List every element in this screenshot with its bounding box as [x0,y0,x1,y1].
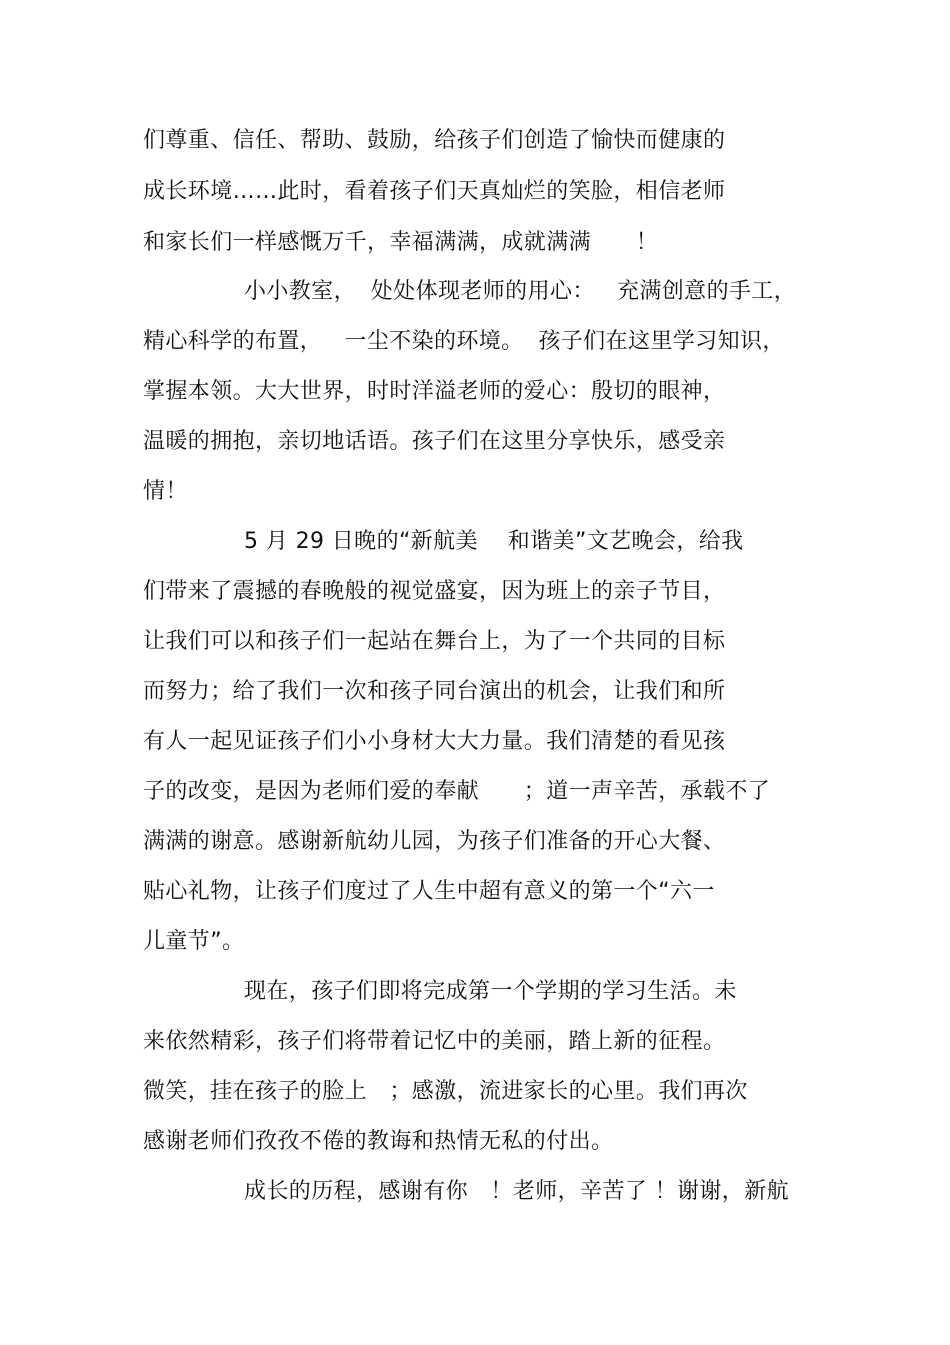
text-line: 而努力；给了我们一次和孩子同台演出的机会，让我们和所 [143,679,726,704]
paragraph-start-line: 现在，孩子们即将完成第一个学期的学习生活。未 [244,979,737,1004]
text-line: 有人一起见证孩子们小小身材大大力量。我们清楚的看见孩 [143,729,726,754]
text-line: 精心科学的布置， 一尘不染的环境。 孩子们在这里学习知识， [143,329,785,354]
paragraph-start-line: 5 月 29 日晚的“新航美 和谐美”文艺晚会，给我 [244,529,744,554]
text-line: 们带来了震撼的春晚般的视觉盛宴，因为班上的亲子节目， [143,579,726,604]
text-line: 子的改变，是因为老师们爱的奉献 ；道一声辛苦，承载不了 [143,779,771,804]
text-line: 让我们可以和孩子们一起站在舞台上，为了一个共同的目标 [143,629,726,654]
paragraph-start-line: 成长的历程，感谢有你 ！老师，辛苦了 ！谢谢，新航 [244,1179,789,1204]
text-line: 来依然精彩，孩子们将带着记忆中的美丽，踏上新的征程。 [143,1029,726,1054]
text-line: 满满的谢意。感谢新航幼儿园，为孩子们准备的开心大餐、 [143,829,726,854]
text-line: 情！ [143,479,188,504]
text-line: 贴心礼物，让孩子们度过了人生中超有意义的第一个“六一 [143,879,715,904]
text-line: 感谢老师们孜孜不倦的教诲和热情无私的付出。 [143,1129,614,1154]
text-line: 们尊重、信任、帮助、鼓励，给孩子们创造了愉快而健康的 [143,128,726,153]
paragraph-start-line: 小小教室， 处处体现老师的用心： 充满创意的手工， [244,279,797,304]
text-line: 微笑，挂在孩子的脸上 ；感激，流进家长的心里。我们再次 [143,1079,748,1104]
text-line: 温暖的拥抱，亲切地话语。孩子们在这里分享快乐，感受亲 [143,429,726,454]
text-line: 成长环境……此时，看着孩子们天真灿烂的笑脸，相信老师 [143,179,726,204]
text-line: 和家长们一样感慨万千，幸福满满，成就满满 ！ [143,230,659,255]
text-line: 儿童节”。 [143,929,245,954]
text-line: 掌握本领。大大世界，时时洋溢老师的爱心：殷切的眼神， [143,379,726,404]
